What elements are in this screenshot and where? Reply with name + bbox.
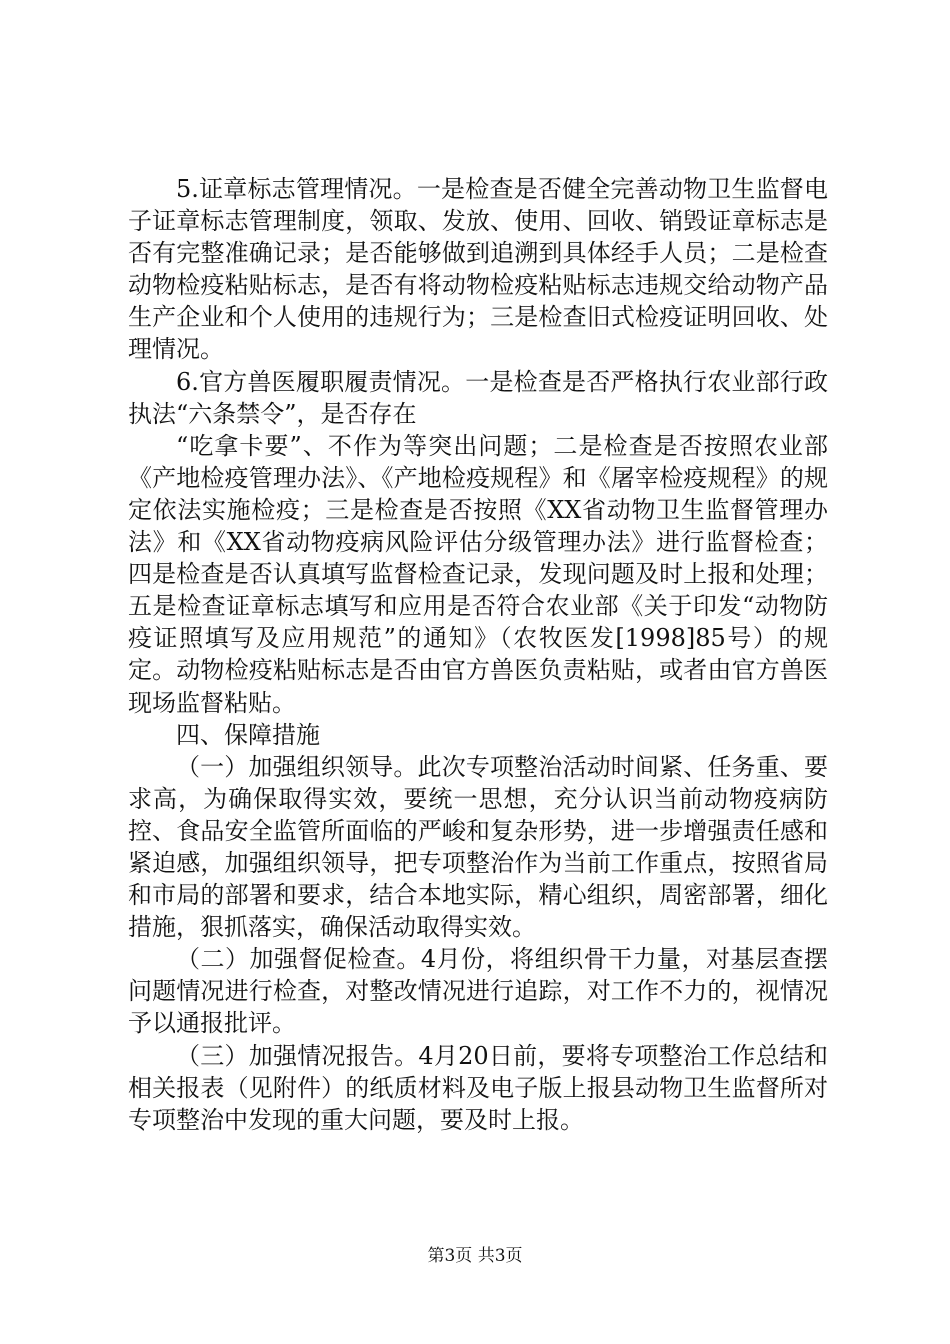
- section-heading-safeguards: 四、保障措施: [176, 720, 320, 749]
- paragraph-supervision-inspection: （二）加强督促检查。4月份，将组织骨干力量，对基层查摆问题情况进行检查，对整改情况进行追踪，对工作不力的，视情况予以通报批评。: [128, 945, 828, 1038]
- paragraph-status-report: （三）加强情况报告。4月20日前，要将专项整治工作总结和相关报表（见附件）的纸质材料及电子版上报县动物卫生监督所对专项整治中发现的重大问题，要及时上报。: [128, 1041, 828, 1134]
- paragraph-official-vet-duties-continued: “吃拿卡要”、不作为等突出问题；二是检查是否按照农业部《产地检疫管理办法》、《产地检疫规程》和《屠宰检疫规程》的规定依法实施检疫；三是检查是否按照《XX省动物卫生监督管理办法》和《XX省动物疫病风险评估分级管理办法》进行监督检查；四是检查是否认真填写监督检查记录，发现问题及时上报和处理；五是检查证章标志填写和应用是否符合农业部《关于印发“动物防疫证照填写及应用规范”的通知》（农牧医发[1998]85号）的规定。动物检疫粘贴标志是否由官方兽医负责粘贴，或者由官方兽医现场监督粘贴。: [128, 431, 828, 717]
- page-number-footer: 第3页 共3页: [427, 1246, 523, 1266]
- paragraph-official-vet-duties: 6.官方兽医履职履责情况。一是检查是否严格执行农业部行政执法“六条禁令”，是否存在: [128, 367, 828, 428]
- paragraph-certificate-management: 5.证章标志管理情况。一是检查是否健全完善动物卫生监督电子证章标志管理制度，领取、发放、使用、回收、销毁证章标志是否有完整准确记录；是否能够做到追溯到具体经手人员；二是检查动物检疫粘贴标志，是否有将动物检疫粘贴标志违规交给动物产品生产企业和个人使用的违规行为；三是检查旧式检疫证明回收、处理情况。: [128, 175, 828, 364]
- document-body: [128, 173, 828, 1136]
- paragraph-organization-leadership: （一）加强组织领导。此次专项整治活动时间紧、任务重、要求高，为确保取得实效，要统一思想，充分认识当前动物疫病防控、食品安全监管所面临的严峻和复杂形势，进一步增强责任感和紧迫感，加强组织领导，把专项整治作为当前工作重点，按照省局和市局的部署和要求，结合本地实际，精心组织，周密部署，细化措施，狠抓落实，确保活动取得实效。: [128, 752, 828, 942]
